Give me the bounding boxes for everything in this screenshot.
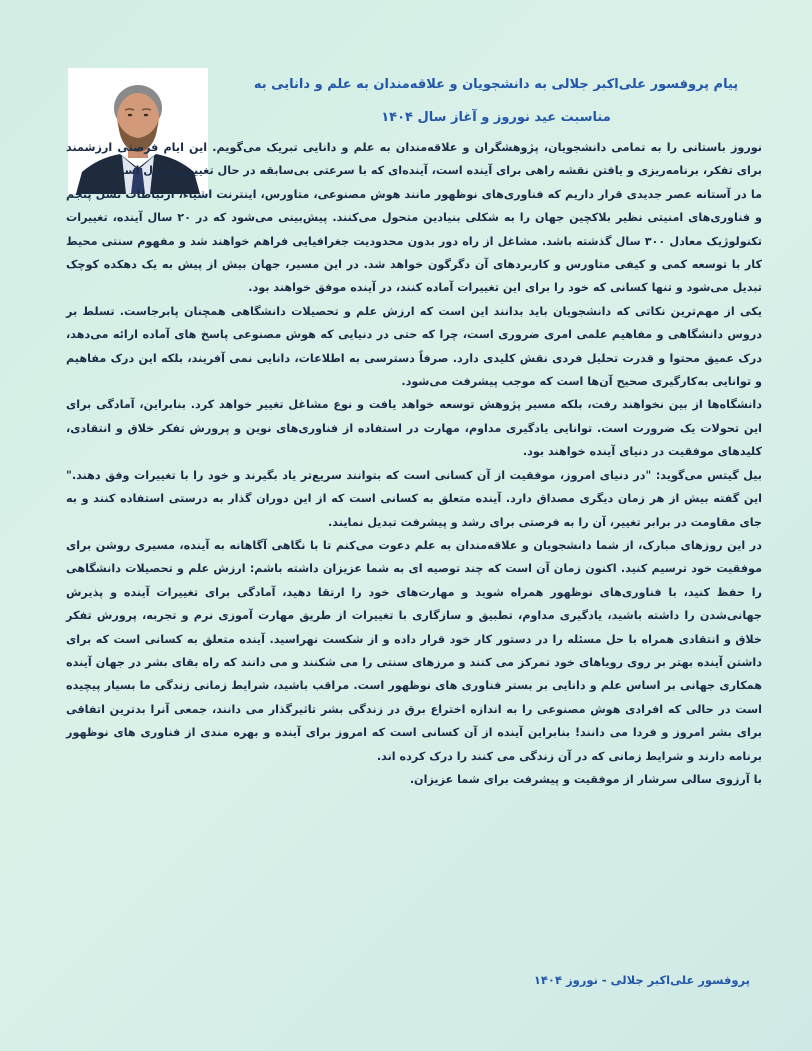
paragraph-closing-wish: با آرزوی سالی سرشار از موفقیت و پیشرفت برای شما عزیزان. [409, 772, 762, 786]
message-body [66, 136, 762, 791]
paragraph-universities: دانشگاه‌ها از بین نخواهند رفت، بلکه مسیر پژوهش توسعه خواهد یافت و نوع مشاغل تغییر خواهد کرد. بنابراین، آمادگی برای این تحولات یک ضرورت است. توانایی یادگیری مداوم، مهارت در استفاده از فناوری‌های نوین و پرورش تفکر خلاق و انتقادی، کلیدهای موفقیت در دنیای آینده خواهند بود. [66, 398, 762, 459]
page-title: پیام پروفسور علی‌اکبر جلالی به دانشجویان و علاقه‌مندان به علم و دانایی به مناسبت عید نوروز و آغاز سال ۱۴۰۴ [253, 77, 739, 125]
paragraph-bill-gates-quote: بیل گیتس می‌گوید: "در دنیای امروز، موفقیت از آن کسانی است که بتوانند سریع‌تر یاد بگیرند و خود را با تغییرات وفق دهند." این گفته بیش از هر زمان دیگری مصداق دارد. آینده متعلق به کسانی است که از این دوران گذار به درستی استفاده کنند و به جای مقاومت در برابر تغییر، آن را به فرصتی برای رشد و پیشرفت تبدیل نمایند. [66, 468, 762, 529]
paragraph-new-era: ما در آستانه عصر جدیدی قرار داریم که فناوری‌های نوظهور مانند هوش مصنوعی، متاورس، اینترنت اشیاء، ارتباطات نسل پنجم و فناوری‌های امنیتی نظیر بلاکچین جهان را به شکلی بنیادین متحول می‌کنند. پیش‌بینی می‌شود که در ۲۰ سال آینده، تغییرات تکنولوژیک معادل ۳۰۰ سال گذشته باشد. مشاغل از راه دور بدون محدودیت جغرافیایی فراهم خواهند شد و مفهوم سنتی محیط کار با توسعه کمی و کیفی متاورس و کاربردهای آن دگرگون خواهد شد. در این مسیر، جهان بیش از پیش به یک دهکده کوچک تبدیل می‌شود و تنها کسانی که خود را برای این تغییرات آماده کنند، در آینده موفق خواهند بود. [66, 187, 762, 295]
paragraph-greeting: نوروز باستانی را به تمامی دانشجویان، پژوهشگران و علاقه‌مندان به علم و دانایی تبریک می‌گویم. این ایام فرصتی ارزشمند برای تفکر، برنامه‌ریزی و یافتن نقشه راهی برای آینده است، آینده‌ای که با سرعتی بی‌سابقه در حال تغییر و تحول است. [66, 141, 762, 178]
paragraph-value-of-science: یکی از مهم‌ترین نکاتی که دانشجویان باید بدانند این است که ارزش علم و تحصیلات دانشگاهی همچنان پابرجاست. تسلط بر دروس دانشگاهی و مفاهیم علمی امری ضروری است، چرا که حتی در دنیایی که هوش مصنوعی پاسخ های آماده ارائه می‌دهد، درک عمیق محتوا و قدرت تحلیل فردی نقش کلیدی دارد. صرفاً دسترسی به اطلاعات، دانایی نمی آفریند، بلکه این درک مفاهیم و توانایی به‌کارگیری صحیح آن‌ها است که موجب پیشرفت می‌شود. [66, 304, 762, 389]
paragraph-advice: در این روزهای مبارک، از شما دانشجویان و علاقه‌مندان به علم دعوت می‌کنم تا با نگاهی آگاهانه به آینده، مسیری روشن برای موفقیت خود ترسیم کنید. اکنون زمان آن است که چند توصیه ای به شما عزیزان داشته باشم: ارزش علم و تحصیلات دانشگاهی را حفظ کنید، با فناوری‌های نوظهور همراه شوید و مهارت‌های خود را ارتقا دهید، آمادگی برای تغییرات آینده و پذیرش جهانی‌شدن را داشته باشید، یادگیری مداوم، تطبیق و سازگاری با تغییرات از طریق مهارت آموزی نرم و تجربه، پرورش تفکر خلاق و انتقادی همراه با حل مسئله را در دستور کار خود قرار داده و از شکست نهراسید. آینده متعلق به کسانی است که برای داشتن آینده بهتر بر روی رویاهای خود تمرکز می کنند و مرزهای سنتی را می شکنند و می دانند که راه بقای بشر در جهان آینده همکاری جهانی بر اساس علم و دانایی بر بستر فناوری های نوظهور است. مراقب باشید، شرایط زمانی زندگی ما بسیار پیچیده است در حالی که افرادی هوش مصنوعی را به اندازه اختراع برق در زندگی بشر تاثیرگذار می دانند، جمعی آنرا بدترین اتفاقی برای بشر امروز و فردا می دانند! بنابراین آینده از آن کسانی است که امروز برای آینده و بهره مندی از فناوری های نوظهور برنامه دارند و شرایط زمانی که در آن زندگی می کنند را درک کرده اند. [66, 538, 762, 763]
signature: پروفسور علی‌اکبر جلالی - نوروز ۱۴۰۴ [533, 973, 750, 987]
